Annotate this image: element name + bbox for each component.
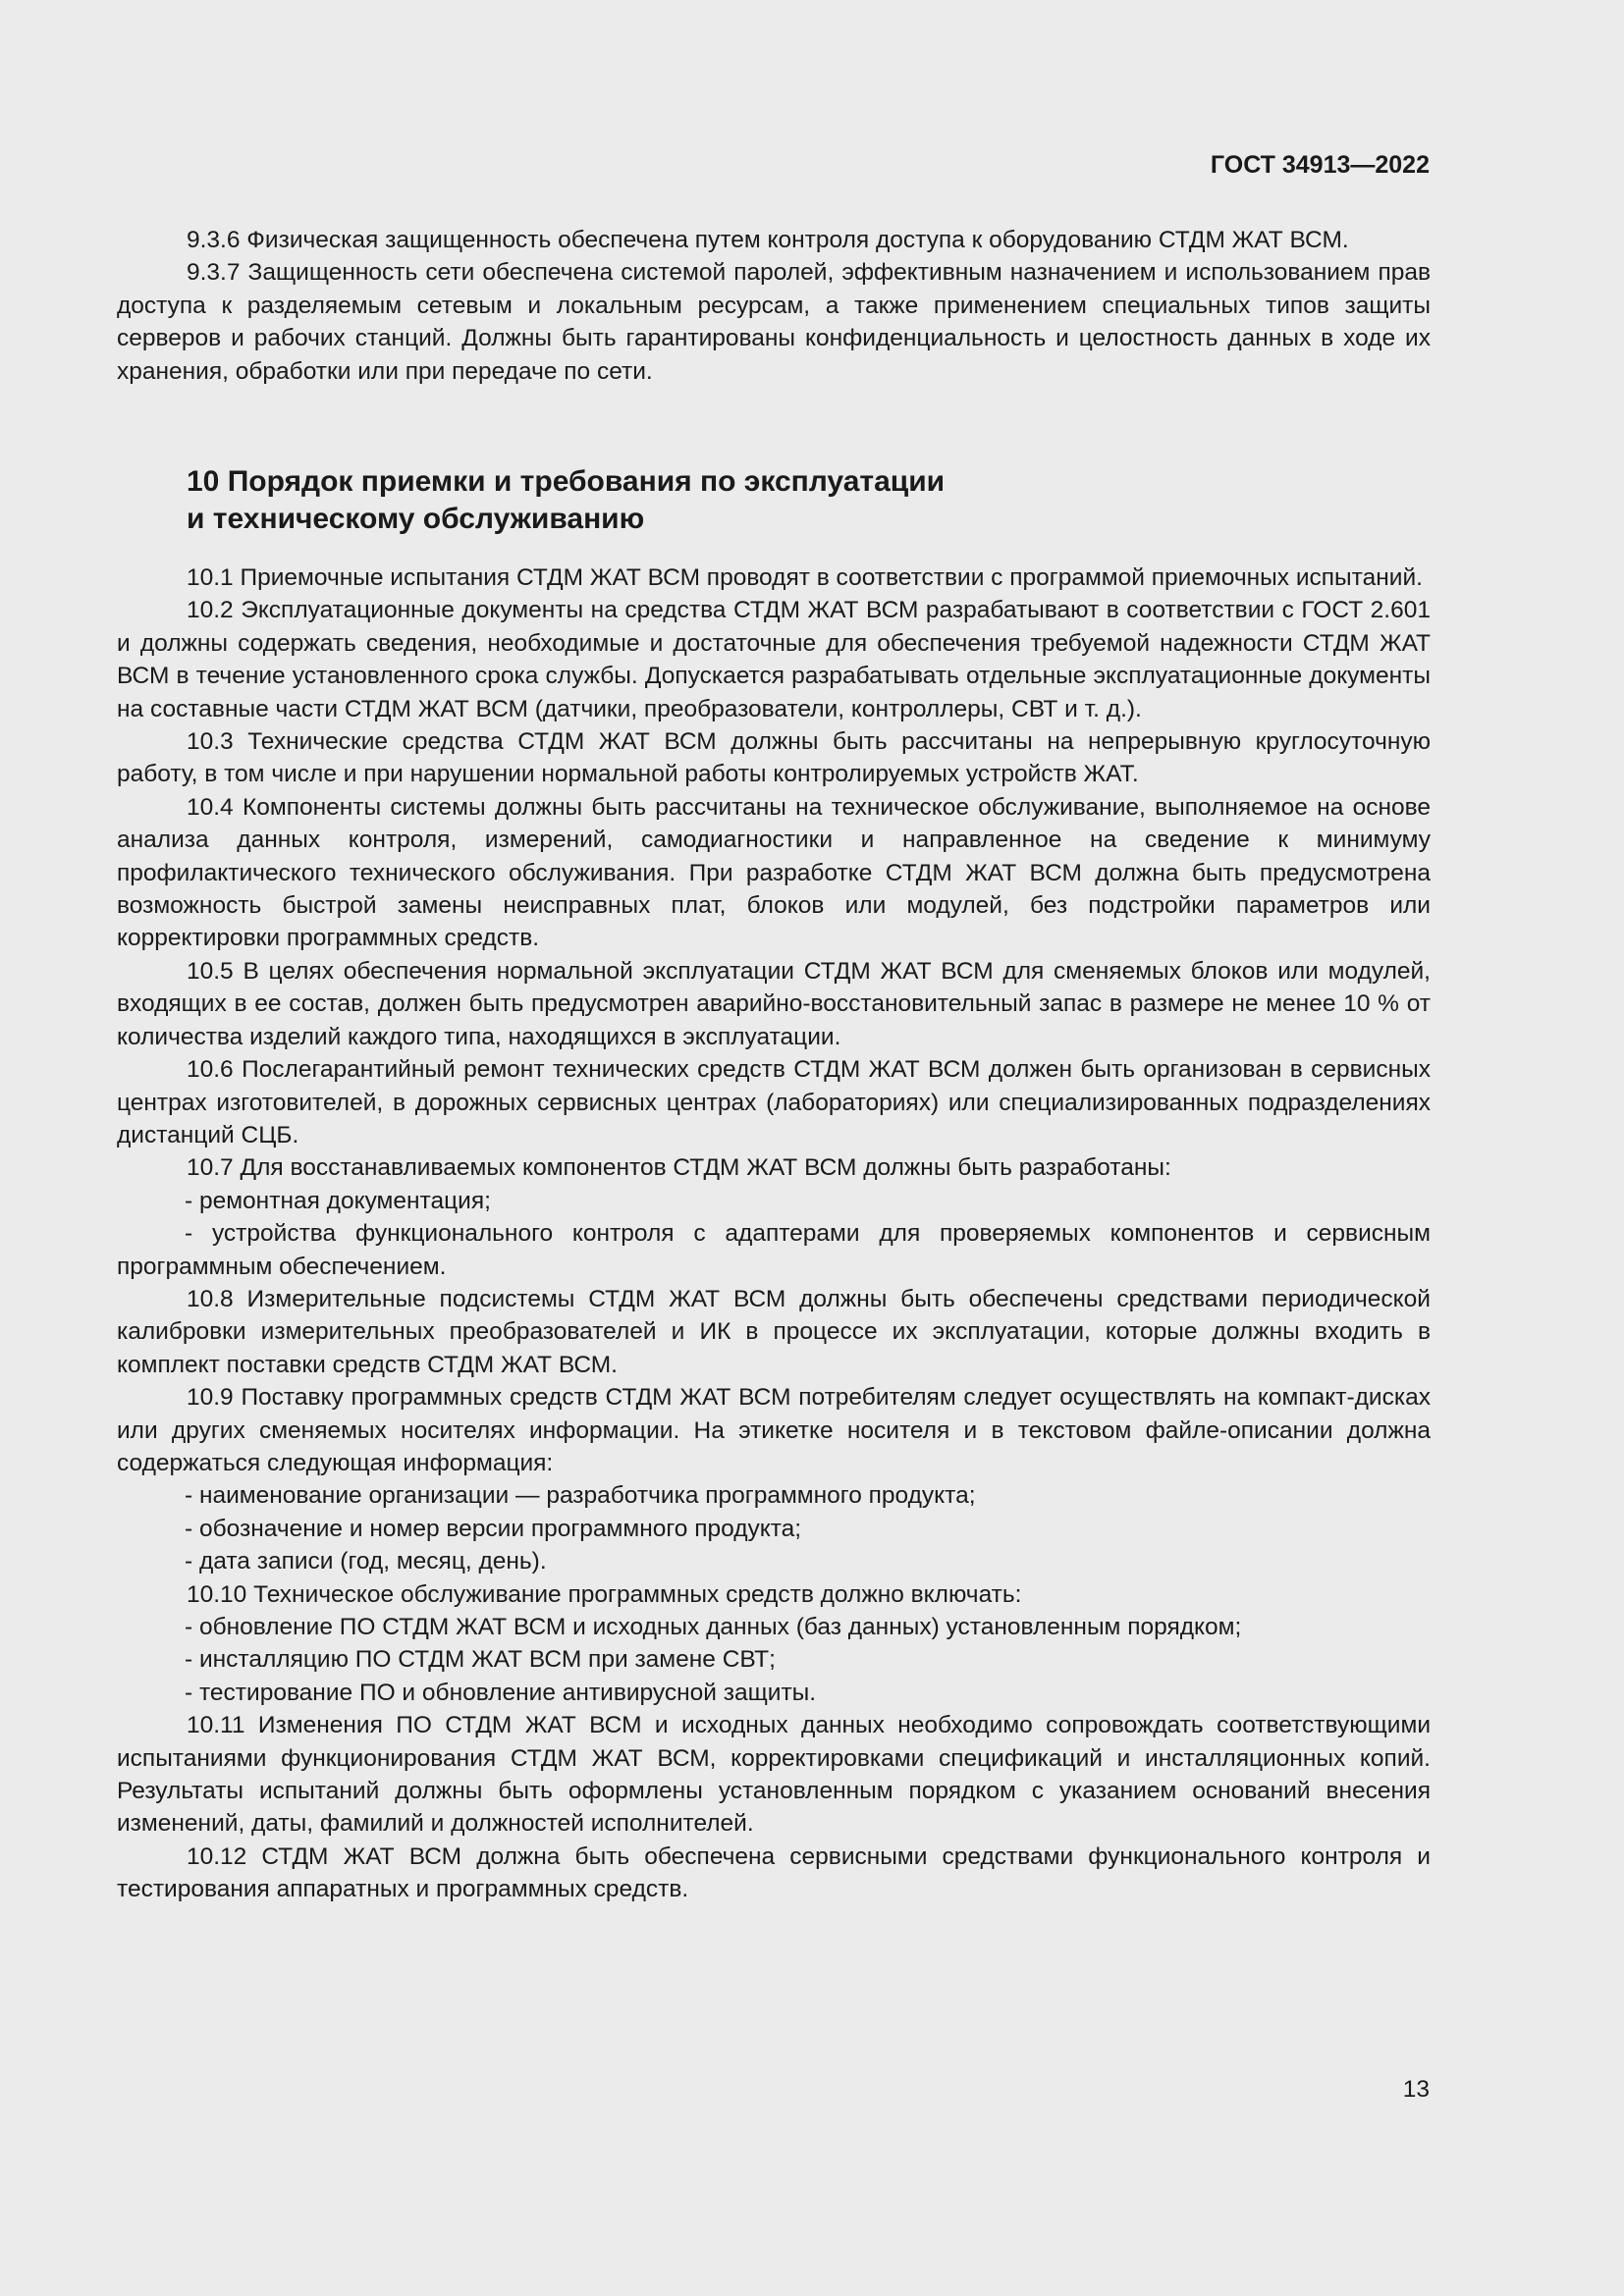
paragraph: 10.4 Компоненты системы должны быть рассчитаны на техническое обслуживание, выполняемое на основе анализа данных контроля, измерений, самодиагностики и направленное на сведение к минимуму профилактического технического обслуживания. При разработке СТДМ ЖАТ ВСМ должна быть предусмотрена возможность быстрой замены неисправных плат, блоков или модулей, без подстройки параметров или корректировки программных средств. [117, 793, 1431, 952]
list-item: - обновление ПО СТДМ ЖАТ ВСМ и исходных данных (баз данных) установленным порядком; [185, 1614, 1242, 1640]
list-item: - устройства функционального контроля с адаптерами для проверяемых компонентов и сервисным программным обеспечением. [117, 1220, 1431, 1280]
section-title [187, 463, 1267, 538]
paragraph-9-3-6: 9.3.6 Физическая защищенность обеспечена путем контроля доступа к оборудованию СТДМ ЖАТ ВСМ. [187, 227, 1349, 253]
paragraph: 10.7 Для восстанавливаемых компонентов СТДМ ЖАТ ВСМ должны быть разработаны: [187, 1154, 1171, 1182]
paragraph: 10.11 Изменения ПО СТДМ ЖАТ ВСМ и исходных данных необходимо сопровождать соответствующими испытаниями функционирования СТДМ ЖАТ ВСМ, корректировками спецификаций и инсталляционных копий. Результаты испытаний должны быть оформлены установленным порядком с указанием оснований внесения изменений, даты, фамилий и должностей исполнителей. [117, 1712, 1431, 1838]
list-item: - наименование организации — разработчика программного продукта; [185, 1482, 976, 1510]
paragraph: 10.9 Поставку программных средств СТДМ ЖАТ ВСМ потребителям следует осуществлять на компакт-дисках или других сменяемых носителях информации. На этикетке носителя и в текстовом файле-описании должна содержаться следующая информация: [117, 1384, 1431, 1476]
paragraph: 10.5 В целях обеспечения нормальной эксплуатации СТДМ ЖАТ ВСМ для сменяемых блоков или модулей, входящих в ее состав, должен быть предусмотрен аварийно-восстановительный запас в размере не менее 10 % от количества изделий каждого типа, находящихся в эксплуатации. [117, 957, 1431, 1050]
paragraph-9-3-7: 9.3.7 Защищенность сети обеспечена системой паролей, эффективным назначением и использованием прав доступа к разделяемым сетевым и локальным ресурсам, а также применением специальных типов защиты серверов и рабочих станций. Должны быть гарантированы конфиденциальность и целостность данных в ходе их хранения, обработки или при передаче по сети. [117, 259, 1431, 385]
paragraph: 10.8 Измерительные подсистемы СТДМ ЖАТ ВСМ должны быть обеспечены средствами периодической калибровки измерительных преобразователей и ИК в процессе их эксплуатации, которые должны входить в комплект поставки средств СТДМ ЖАТ ВСМ. [117, 1285, 1431, 1378]
paragraph: 10.6 Послегарантийный ремонт технических средств СТДМ ЖАТ ВСМ должен быть организован в сервисных центрах изготовителей, в дорожных сервисных центрах (лабораториях) или специализированных подразделениях дистанций СЦБ. [117, 1056, 1431, 1148]
paragraph: 10.12 СТДМ ЖАТ ВСМ должна быть обеспечена сервисными средствами функционального контроля и тестирования аппаратных и программных средств. [117, 1842, 1431, 1903]
list-item: - инсталляцию ПО СТДМ ЖАТ ВСМ при замене СВТ; [185, 1646, 776, 1674]
document-code: ГОСТ 34913—2022 [1210, 151, 1430, 179]
list-item: - обозначение и номер версии программного продукта; [185, 1515, 802, 1542]
section-title-line-1: 10 Порядок приемки и требования по эксплуатации [187, 465, 946, 498]
list-item: - дата записи (год, месяц, день). [185, 1548, 547, 1575]
paragraph: 10.1 Приемочные испытания СТДМ ЖАТ ВСМ проводят в соответствии с программой приемочных испытаний. [187, 564, 1423, 591]
page-number: 13 [1402, 2076, 1430, 2103]
body-text-block [117, 561, 1431, 1906]
list-item: - тестирование ПО и обновление антивирусной защиты. [185, 1679, 817, 1706]
top-text-block [117, 224, 1431, 388]
paragraph: 10.10 Техническое обслуживание программных средств должно включать: [187, 1580, 1022, 1608]
paragraph: 10.3 Технические средства СТДМ ЖАТ ВСМ должны быть рассчитаны на непрерывную круглосуточную работу, в том числе и при нарушении нормальной работы контролируемых устройств ЖАТ. [117, 728, 1431, 788]
list-item: - ремонтная документация; [185, 1187, 491, 1214]
paragraph: 10.2 Эксплуатационные документы на средства СТДМ ЖАТ ВСМ разрабатывают в соответствии с ГОСТ 2.601 и должны содержать сведения, необходимые и достаточные для обеспечения требуемой надежности СТДМ ЖАТ ВСМ в течение установленного срока службы. Допускается разрабатывать отдельные эксплуатационные документы на составные части СТДМ ЖАТ ВСМ (датчики, преобразователи, контроллеры, СВТ и т. д.). [117, 597, 1431, 722]
section-title-line-2: и техническому обслуживанию [187, 503, 645, 535]
